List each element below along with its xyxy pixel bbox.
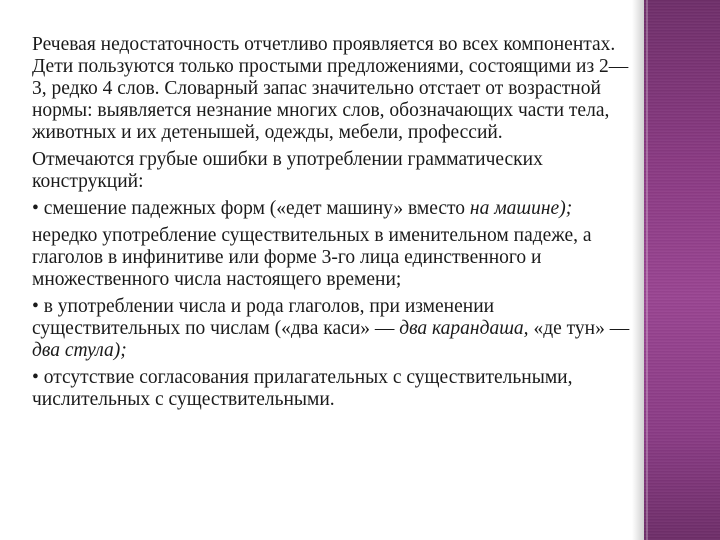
paragraph-grammar-errors: Отмечаются грубые ошибки в употреблении грамматических конструкций: [32,149,543,192]
number-gender-italic-1: два карандаша, [399,318,529,339]
paragraph-case-mixing [32,198,632,220]
paragraph-agreement: • отсутствие согласования прилагательных с существительными, числительных с существительными. [32,367,573,410]
case-mixing-text: • смешение падежных форм («едет машину» вместо [32,198,470,219]
number-gender-text-2: «де тун» — [528,318,630,339]
paragraph-nominative-infinitive: нередко употребление существительных в именительном падеже, а глаголов в инфинитиве или форме 3-го лица единственного и множественного числа настоящего времени; [32,225,592,290]
slide-body-text [32,34,632,416]
paragraph-number-gender [32,296,632,362]
side-band-highlight [646,0,648,540]
number-gender-italic-2: два стула); [32,340,127,361]
side-shadow [632,0,644,540]
paragraph-speech-deficiency: Речевая недостаточность отчетливо проявляется во всех компонентах. Дети пользуются только простыми предложениями, состоящими из 2—3, редко 4 слов. Словарный запас значительно отстает от возрастной нормы: выявляется незнание многих слов, обозначающих части тела, животных и их детенышей, одежды, мебели, профессий. [32,34,629,143]
number-gender-text-1: • в употреблении числа и рода глаголов, при изменении существительных по числам («два каси» — [32,296,495,339]
case-mixing-italic: на машине); [469,198,573,219]
decorative-side-band [644,0,720,540]
